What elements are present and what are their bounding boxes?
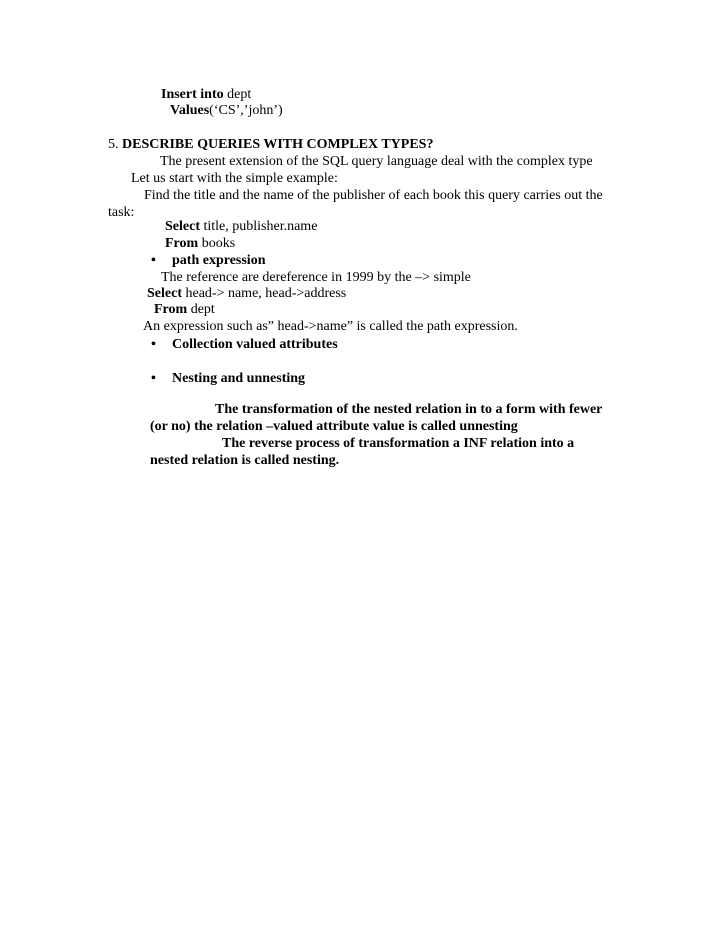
paragraph-line: The present extension of the SQL query language deal with the complex type <box>160 154 593 169</box>
bullet-marker: • <box>151 371 156 386</box>
paragraph-line: nested relation is called nesting. <box>150 453 340 468</box>
insert-keyword: Insert into <box>161 87 224 102</box>
values-keyword: Values <box>170 103 210 118</box>
from-keyword: From <box>154 302 188 317</box>
bullet-marker: • <box>151 337 156 352</box>
select-rest: head-> name, head->address <box>181 286 347 301</box>
from-rest: dept <box>187 302 215 317</box>
insert-rest: dept <box>223 87 252 102</box>
values-line <box>170 102 283 119</box>
question-number: 5. <box>108 137 122 152</box>
paragraph-line: An expression such as” head->name” is called the path expression. <box>143 319 518 334</box>
select-line <box>147 285 346 302</box>
paragraph-line: The transformation of the nested relation in to a form with fewer <box>215 402 603 417</box>
question-title: DESCRIBE QUERIES WITH COMPLEX TYPES? <box>122 137 434 152</box>
values-rest: (‘CS’,’john’) <box>209 103 283 118</box>
paragraph-line: (or no) the relation –valued attribute value is called unnesting <box>150 419 518 434</box>
from-line <box>154 301 215 318</box>
question-heading <box>108 136 433 153</box>
paragraph-line: The reference are dereference in 1999 by the –> simple <box>161 270 471 285</box>
bullet-item-nesting: Nesting and unnesting <box>172 371 306 386</box>
bullet-item-collection-valued: Collection valued attributes <box>172 337 338 352</box>
select-rest: title, publisher.name <box>199 219 318 234</box>
paragraph-line: task: <box>108 205 135 220</box>
select-keyword: Select <box>165 219 200 234</box>
bullet-item-path-expression: path expression <box>172 253 266 268</box>
insert-line <box>161 86 251 103</box>
select-line <box>165 218 317 235</box>
paragraph-line: Let us start with the simple example: <box>131 171 338 186</box>
paragraph-line: The reverse process of transformation a INF relation into a <box>222 436 575 451</box>
from-keyword: From <box>165 236 199 251</box>
select-keyword: Select <box>147 286 182 301</box>
bullet-marker: • <box>151 253 156 268</box>
from-rest: books <box>198 236 236 251</box>
paragraph-line: Find the title and the name of the publisher of each book this query carries out the <box>144 188 603 203</box>
from-line <box>165 235 235 252</box>
